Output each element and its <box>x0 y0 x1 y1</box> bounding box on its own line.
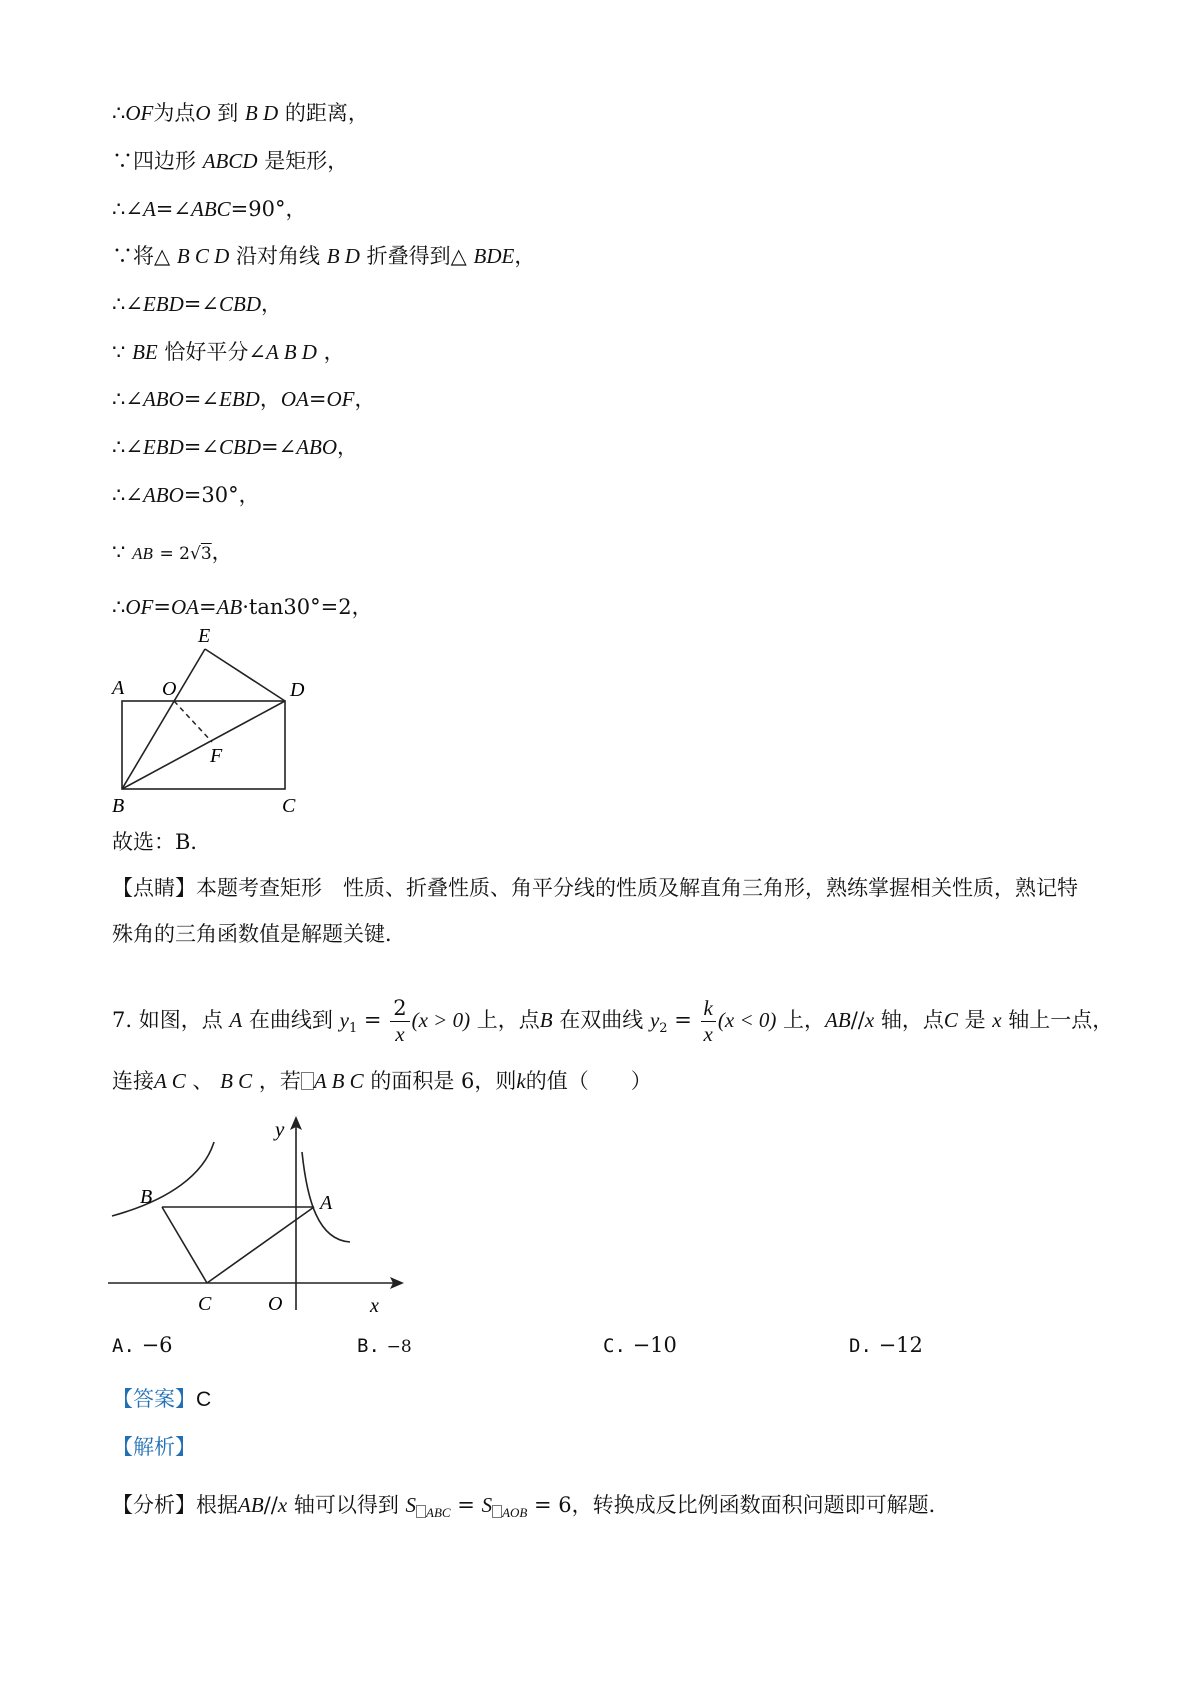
label-b: B <box>112 795 125 815</box>
solution-line-9: ∴∠ABO=30°， <box>112 483 260 507</box>
label-o: O <box>162 678 177 700</box>
fenxi-line: 【分析】根据AB//x 轴可以得到 S $_{ABC}$ = S $_{AOB}$ = 6，转换成反比例函数面积问题即可解题． <box>112 1493 950 1521</box>
label-c: C <box>282 795 296 815</box>
segment-of-dashed <box>174 701 212 742</box>
triangle-symbol <box>301 1072 314 1090</box>
solution-line-2: ∵四边形 ABCD 是矩形， <box>112 149 349 173</box>
conclusion-text: 故选：B． <box>112 830 212 854</box>
solution-line-5: ∴∠EBD=∠CBD， <box>112 292 282 316</box>
label-c2: C <box>198 1293 212 1315</box>
label-x: x <box>370 1295 379 1317</box>
triangle-symbol-sub <box>492 1505 502 1518</box>
segment-be <box>122 649 205 789</box>
solution-line-1: ∴OF为点O 到 B D 的距离， <box>112 101 369 125</box>
option-c: C. −10 <box>603 1333 677 1357</box>
option-b: B. −8 <box>357 1335 412 1357</box>
solution-line-3: ∴∠A=∠ABC=90°， <box>112 197 307 221</box>
hyperbola-figure <box>100 1110 410 1320</box>
label-o2: O <box>268 1293 283 1315</box>
fraction-2-over-x: $\frac{2}{x}$ <box>390 996 409 1047</box>
analysis-label: 【解析】 <box>112 1435 196 1459</box>
solution-line-10: ∵ AB = 2√3， <box>112 540 233 564</box>
triangle-symbol-sub <box>416 1505 426 1518</box>
option-a: A. −6 <box>112 1333 173 1357</box>
solution-line-7: ∴∠ABO=∠EBD，OA=OF， <box>112 387 376 411</box>
solution-line-6: ∵ BE 恰好平分∠A B D ， <box>112 340 345 364</box>
dianjing-line-2: 殊角的三角函数值是解题关键． <box>112 922 406 946</box>
label-d: D <box>290 679 305 701</box>
solution-line-11: ∴OF=OA=AB·tan30°=2， <box>112 595 373 619</box>
label-b2: B <box>140 1186 153 1208</box>
label-e: E <box>198 625 211 647</box>
label-y: y <box>275 1117 285 1141</box>
segment-ed <box>205 649 285 701</box>
answer-line: 【答案】C <box>112 1387 212 1411</box>
solution-line-8: ∴∠EBD=∠CBD=∠ABO， <box>112 435 359 459</box>
fraction-k-over-x: $\frac{k}{x}$ <box>701 996 716 1047</box>
question-7-line-1: 7. 如图，点 A 在曲线到 $y_1$ = $\frac{2}{x}$ (x > 0) 上，点B 在双曲线 $y_2$ = $\frac{k}{x}$ (x < 0) 上，AB//x 轴，点C 是 x 轴上一点， <box>112 996 1114 1046</box>
option-d: D. −12 <box>849 1333 923 1357</box>
segment-bc <box>162 1207 207 1283</box>
curve-y2 <box>112 1142 214 1216</box>
segment-ac <box>207 1207 314 1283</box>
dianjing-line-1: 【点睛】本题考查矩形 性质、折叠性质、角平分线的性质及解直角三角形，熟练掌握相关性质，熟记特 <box>112 876 1078 900</box>
label-a: A <box>112 677 125 699</box>
question-7-line-2: 连接A C 、 B C ，若 A B C 的面积是 6，则k的值（ ） <box>112 1069 652 1093</box>
label-a2: A <box>320 1192 333 1214</box>
label-f: F <box>210 745 223 767</box>
rectangle-fold-figure <box>100 625 320 815</box>
solution-line-4: ∵将△ B C D 沿对角线 B D 折叠得到△ BDE， <box>112 244 536 268</box>
diagonal-bd <box>122 701 285 789</box>
